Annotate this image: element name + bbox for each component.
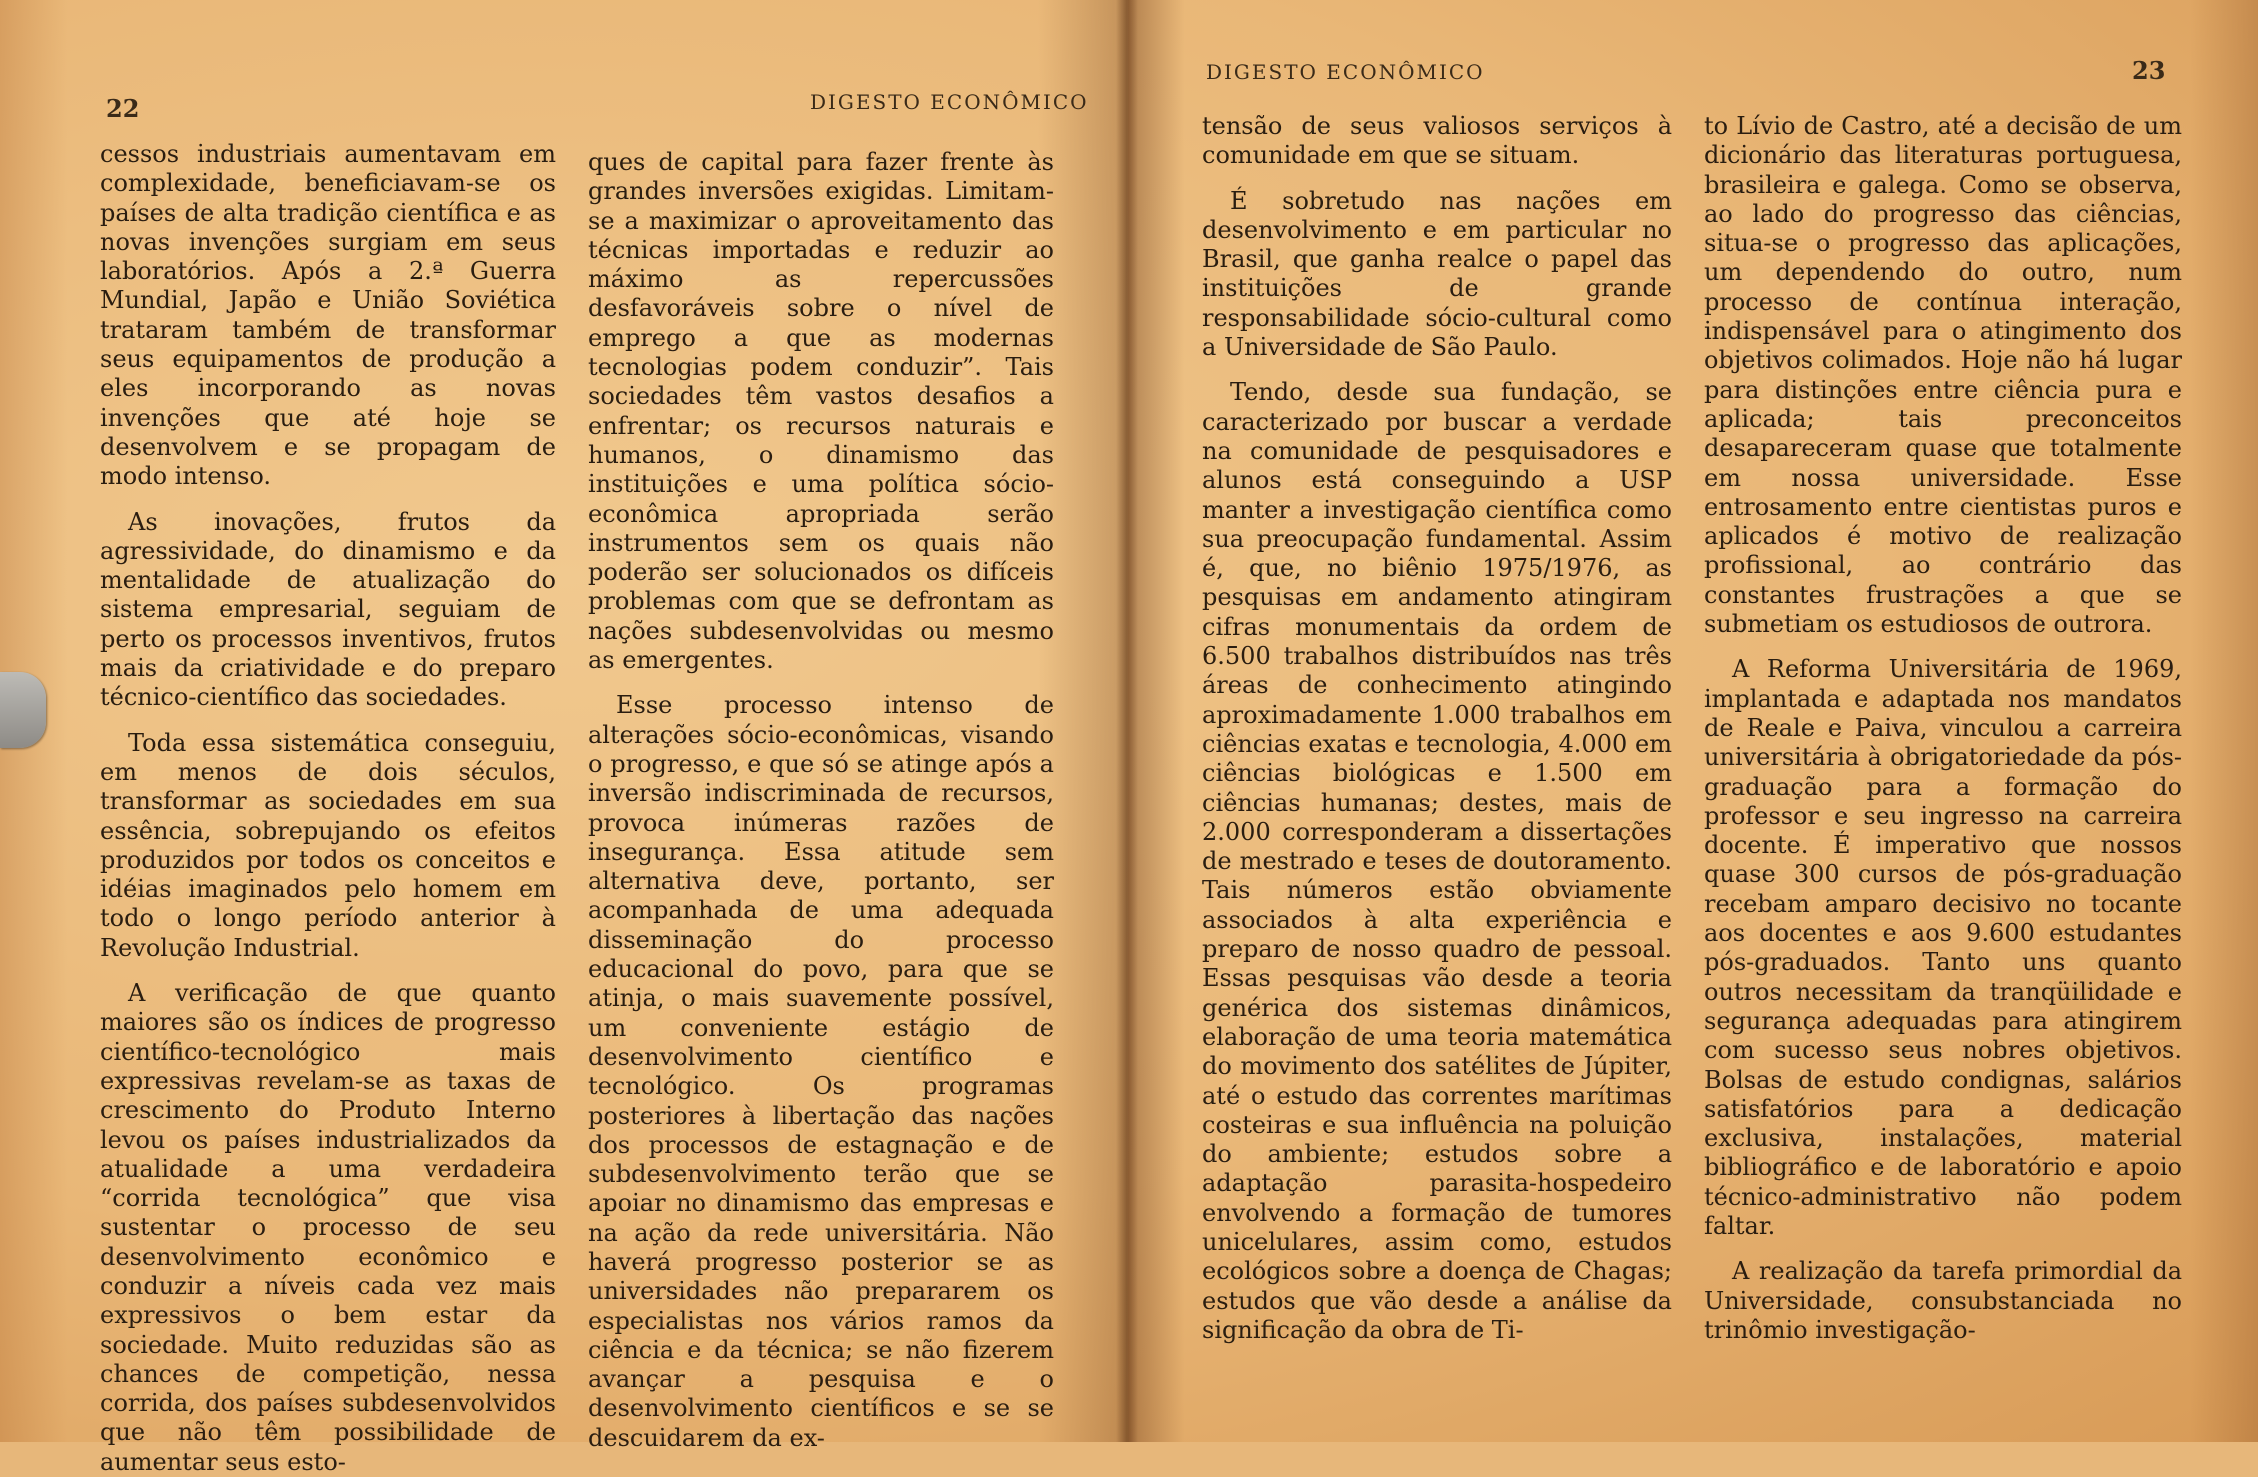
text-column-right-1 <box>1202 112 1672 1345</box>
paragraph: A realização da tarefa primordial da Universidade, consubstanciada no trinômio investigação- <box>1704 1257 2182 1344</box>
binder-clip <box>0 672 46 748</box>
right-page <box>1128 0 2258 1442</box>
paragraph: cessos industriais aumentavam em complexidade, beneficiavam-se os países de alta tradição científica e as novas invenções surgiam em seus laboratórios. Após a 2.ª Guerra Mundial, Japão e União Soviética trataram também de transformar seus equipamentos de produção a eles incorporando as novas invenções que até hoje se desenvolvem e se propagam de modo intenso. <box>100 140 556 491</box>
paragraph: Esse processo intenso de alterações sócio-econômicas, visando o progresso, e que só se atinge após a inversão indiscriminada de recursos, provoca inúmeras razões de insegurança. Essa atitude sem alternativa deve, portanto, ser acompanhada de uma adequada disseminação do processo educacional do povo, para que se atinja, o mais suavemente possível, um conveniente estágio de desenvolvimento científico e tecnológico. Os programas posteriores à libertação das nações dos processos de estagnação e de subdesenvolvimento terão que se apoiar no dinamismo das empresas e na ação da rede universitária. Não haverá progresso posterior se as universidades não prepararem os especialistas nos vários ramos da ciência e da técnica; se não fizerem avançar a pesquisa e o desenvolvimento científicos e se se descuidarem da ex- <box>588 691 1054 1452</box>
text-column-left-2 <box>588 148 1054 1453</box>
text-column-left-1 <box>100 140 556 1477</box>
paragraph: tensão de seus valiosos serviços à comunidade em que se situam. <box>1202 112 1672 170</box>
paragraph: A verificação de que quanto maiores são os índices de progresso científico-tecnológico mais expressivas revelam-se as taxas de crescimento do Produto Interno levou os países industrializados da atualidade a uma verdadeira “corrida tecnológica” que visa sustentar o processo de seu desenvolvimento econômico e conduzir a níveis cada vez mais expressivos o bem estar da sociedade. Muito reduzidas são as chances de competição, nessa corrida, dos países subdesenvolvidos que não têm possibilidade de aumentar seus esto- <box>100 979 556 1476</box>
paragraph: Tendo, desde sua fundação, se caracterizado por buscar a verdade na comunidade de pesquisadores e alunos está conseguindo a USP manter a investigação científica como sua preocupação fundamental. Assim é, que, no biênio 1975/1976, as pesquisas em andamento atingiram cifras monumentais da ordem de 6.500 trabalhos distribuídos nas três áreas de conhecimento atingindo aproximadamente 1.000 trabalhos em ciências exatas e tecnologia, 4.000 em ciências biológicas e 1.500 em ciências humanas; destes, mais de 2.000 corresponderam a dissertações de mestrado e teses de doutoramento. Tais números estão obviamente associados à alta experiência e preparo de nosso quadro de pessoal. Essas pesquisas vão desde a teoria genérica dos sistemas dinâmicos, elaboração de uma teoria matemática do movimento dos satélites de Júpiter, até o estudo das correntes marítimas costeiras e sua influência na poluição do ambiente; estudos sobre a adaptação parasita-hospedeiro envolvendo a formação de tumores unicelulares, assim como, estudos ecológicos sobre a doença de Chagas; estudos que vão desde a análise da significação da obra de Ti- <box>1202 378 1672 1344</box>
left-page <box>0 0 1128 1476</box>
page-number: 22 <box>106 94 140 123</box>
paragraph: ques de capital para fazer frente às grandes inversões exigidas. Limitam-se a maximizar o aproveitamento das técnicas importadas e reduzir ao máximo as repercussões desfavoráveis sobre o nível de emprego a que as modernas tecnologias podem conduzir”. Tais sociedades têm vastos desafios a enfrentar; os recursos naturais e humanos, o dinamismo das instituições e uma política sócio-econômica apropriada serão instrumentos sem os quais não poderão ser solucionados os difíceis problemas com que se defrontam as nações subdesenvolvidas ou mesmo as emergentes. <box>588 148 1054 675</box>
paragraph: As inovações, frutos da agressividade, do dinamismo e da mentalidade de atualização do sistema empresarial, seguiam de perto os processos inventivos, frutos mais da criatividade e do preparo técnico-científico das sociedades. <box>100 507 556 712</box>
page-number: 23 <box>2132 56 2166 85</box>
running-head: DIGESTO ECONÔMICO <box>810 90 1089 114</box>
paragraph: to Lívio de Castro, até a decisão de um dicionário das literaturas portuguesa, brasileira e galega. Como se observa, ao lado do progresso das ciências, situa-se o progresso das aplicações, um dependendo do outro, num processo de contínua interação, indispensável para o atingimento dos objetivos colimados. Hoje não há lugar para distinções entre ciência pura e aplicada; tais preconceitos desapareceram quase que totalmente em nossa universidade. Esse entrosamento entre cientistas puros e aplicados é motivo de realização profissional, ao contrário das constantes frustrações a que se submetiam os estudiosos de outrora. <box>1704 112 2182 639</box>
paragraph: É sobretudo nas nações em desenvolvimento e em particular no Brasil, que ganha realce o papel das instituições de grande responsabilidade sócio-cultural como a Universidade de São Paulo. <box>1202 186 1672 362</box>
text-column-right-2 <box>1704 112 2182 1345</box>
running-head: DIGESTO ECONÔMICO <box>1206 60 1485 84</box>
paragraph: A Reforma Universitária de 1969, implantada e adaptada nos mandatos de Reale e Paiva, vinculou a carreira universitária à obrigatoriedade da pós-graduação para a formação do professor e seu ingresso na carreira docente. É imperativo que nossos quase 300 cursos de pós-graduação recebam amparo decisivo no tocante aos docentes e aos 9.600 estudantes pós-graduados. Tanto uns quanto outros necessitam da tranqüilidade e segurança adequadas para atingirem com sucesso seus nobres objetivos. Bolsas de estudo condignas, salários satisfatórios para a dedicação exclusiva, instalações, material bibliográfico e de laboratório e apoio técnico-administrativo não podem faltar. <box>1704 655 2182 1240</box>
paragraph: Toda essa sistemática conseguiu, em menos de dois séculos, transformar as sociedades em sua essência, sobrepujando os efeitos produzidos por todos os conceitos e idéias imaginados pelo homem em todo o longo período anterior à Revolução Industrial. <box>100 728 556 962</box>
